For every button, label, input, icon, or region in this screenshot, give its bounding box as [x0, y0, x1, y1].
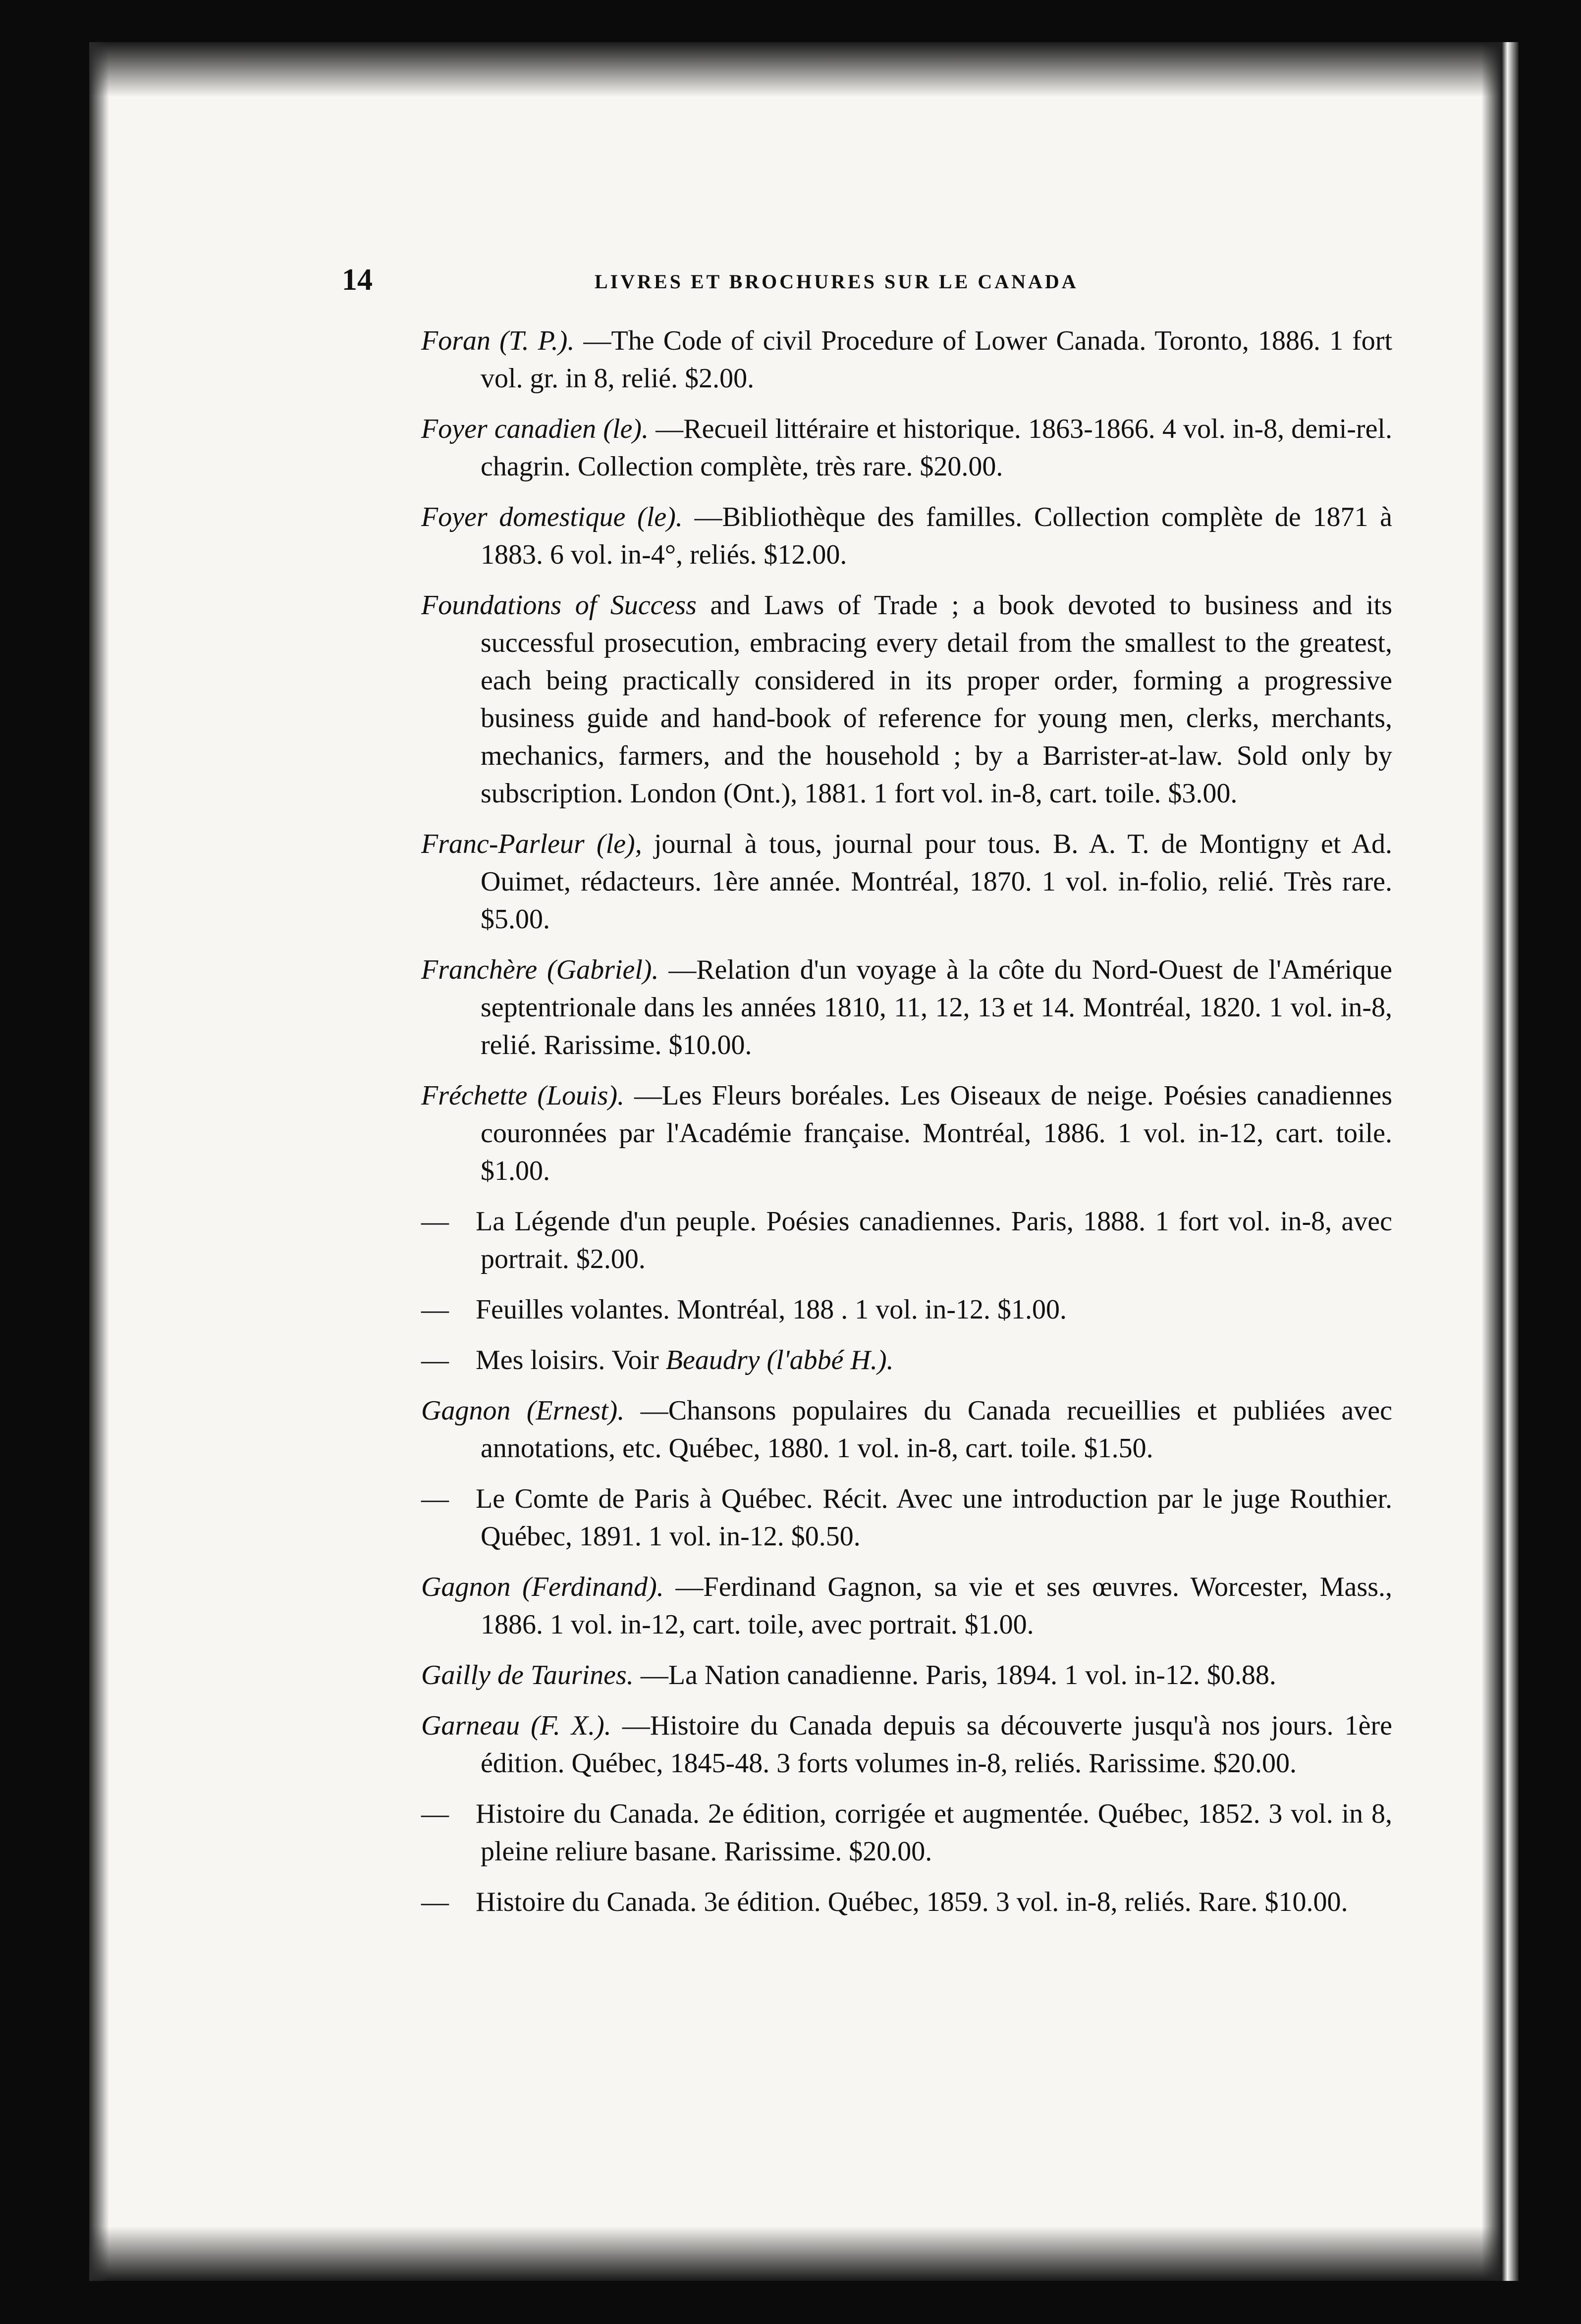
entry-text: journal à tous, journal pour tous. B. A. T. de Montigny et Ad. Ouimet, rédacteurs. 1ère année. Montréal, 1870. 1 vol. in-folio, relié. Très rare. $5.00. — [481, 829, 1393, 935]
running-title: LIVRES ET BROCHURES SUR LE CANADA — [595, 270, 1079, 293]
scan-edge-top — [89, 42, 1519, 97]
catalog-entry — [421, 1568, 1392, 1643]
scan-edge-right — [1481, 42, 1519, 2281]
entry-text: Histoire du Canada. 2e édition, corrigée et augmentée. Québec, 1852. 3 vol. in 8, pleine reliure basane. Rarissime. $20.00. — [476, 1798, 1392, 1867]
entry-author: Foran (T. P.). — [421, 325, 575, 356]
catalog-entry — [421, 1392, 1392, 1467]
entry-text: —The Code of civil Procedure of Lower Canada. Toronto, 1886. 1 fort vol. gr. in 8, relié. $2.00. — [481, 325, 1393, 394]
entry-author: Gagnon (Ernest). — [421, 1395, 625, 1426]
catalog-subentry — [421, 1291, 1392, 1328]
entry-author: Franc-Parleur (le), — [421, 829, 642, 859]
entry-text: and Laws of Trade ; a book devoted to business and its successful prosecution, embracing every detail from the smallest to the greatest, each being practically considered in its proper order, forming a progressive business guide and hand-book of reference for young men, clerks, merchants, mechanics, farmers, and the household ; by a Barrister-at-law. Sold only by subscription. London (Ont.), 1881. 1 fort vol. in-8, cart. toile. $3.00. — [481, 590, 1393, 809]
catalog-entry — [421, 1077, 1392, 1190]
catalog-subentry — [421, 1795, 1392, 1870]
page-number: 14 — [342, 263, 373, 297]
entry-author: Foyer canadien (le). — [421, 414, 649, 444]
catalog-entry — [421, 1707, 1392, 1782]
entry-text: —Ferdinand Gagnon, sa vie et ses œuvres. Worcester, Mass., 1886. 1 vol. in-12, cart. toile, avec portrait. $1.00. — [481, 1572, 1392, 1640]
ditto-dash: — — [421, 1798, 449, 1829]
catalog-entry — [421, 586, 1392, 812]
ditto-dash: — — [421, 1206, 449, 1237]
catalog-subentry — [421, 1480, 1392, 1555]
ditto-dash: — — [421, 1483, 449, 1514]
entry-text: —La Nation canadienne. Paris, 1894. 1 vol. in-12. $0.88. — [640, 1660, 1276, 1690]
entry-text: —Bibliothèque des familles. Collection complète de 1871 à 1883. 6 vol. in-4°, reliés. $12.00. — [481, 502, 1393, 570]
entry-text: —Recueil littéraire et historique. 1863-1866. 4 vol. in-8, demi-rel. chagrin. Collection complète, très rare. $20.00. — [481, 414, 1392, 482]
catalog-entry — [421, 1656, 1392, 1694]
catalog-entry — [421, 825, 1392, 938]
ditto-dash: — — [421, 1345, 449, 1375]
entry-author: Foyer domestique (le). — [421, 502, 683, 532]
entry-text: Le Comte de Paris à Québec. Récit. Avec une introduction par le juge Routhier. Québec, 1891. 1 vol. in-12. $0.50. — [476, 1483, 1392, 1552]
entry-author: Foundations of Success — [421, 590, 697, 621]
entry-text: —Histoire du Canada depuis sa découverte jusqu'à nos jours. 1ère édition. Québec, 1845-48. 3 forts volumes in-8, reliés. Rarissime. $20.00. — [481, 1710, 1393, 1779]
ditto-dash: — — [421, 1294, 449, 1325]
entry-text: —Chansons populaires du Canada recueillies et publiées avec annotations, etc. Québec, 1880. 1 vol. in-8, cart. toile. $1.50. — [481, 1395, 1392, 1464]
entry-author: Franchère (Gabriel). — [421, 954, 659, 985]
entry-text: Mes loisirs. Voir — [476, 1345, 666, 1375]
ditto-dash: — — [421, 1887, 449, 1917]
scan-edge-left — [89, 42, 109, 2281]
catalog-entry — [421, 498, 1392, 574]
entry-author: Fréchette (Louis). — [421, 1080, 625, 1111]
page-header — [342, 263, 1407, 302]
catalog-entries — [421, 322, 1392, 1934]
entry-text: —Relation d'un voyage à la côte du Nord-Ouest de l'Amérique septentrionale dans les années 1810, 11, 12, 13 et 14. Montréal, 1820. 1 vol. in-8, relié. Rarissime. $10.00. — [481, 954, 1393, 1060]
entry-text: Histoire du Canada. 3e édition. Québec, 1859. 3 vol. in-8, reliés. Rare. $10.00. — [476, 1887, 1348, 1917]
entry-author: Garneau (F. X.). — [421, 1710, 611, 1741]
entry-author: Gagnon (Ferdinand). — [421, 1572, 664, 1602]
catalog-subentry — [421, 1203, 1392, 1278]
entry-text: —Les Fleurs boréales. Les Oiseaux de neige. Poésies canadiennes couronnées par l'Académie française. Montréal, 1886. 1 vol. in-12, cart. toile. $1.00. — [481, 1080, 1392, 1186]
entry-text: Feuilles volantes. Montréal, 188 . 1 vol. in-12. $1.00. — [476, 1294, 1067, 1325]
entry-text: La Légende d'un peuple. Poésies canadiennes. Paris, 1888. 1 fort vol. in-8, avec portrait. $2.00. — [476, 1206, 1392, 1274]
catalog-subentry — [421, 1341, 1392, 1379]
catalog-entry — [421, 410, 1392, 485]
catalog-entry — [421, 322, 1392, 397]
cross-reference: Beaudry (l'abbé H.). — [665, 1345, 894, 1375]
catalog-entry — [421, 951, 1392, 1064]
entry-author: Gailly de Taurines. — [421, 1660, 634, 1690]
scan-edge-bottom — [89, 2226, 1519, 2281]
catalog-subentry — [421, 1883, 1392, 1921]
